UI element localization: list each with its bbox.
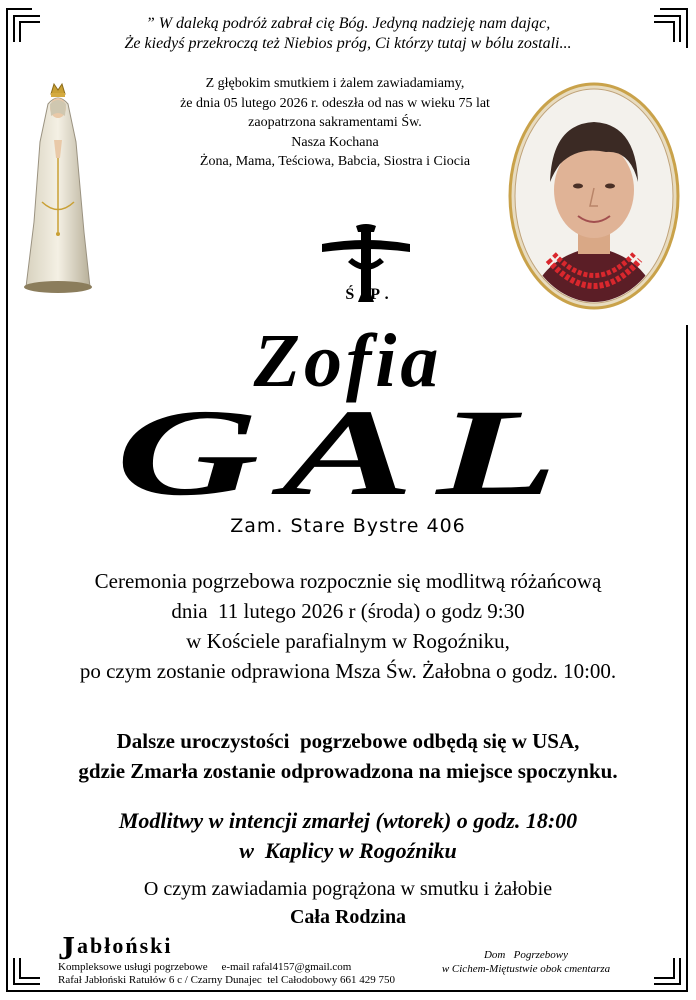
brand-rest: abłoński: [77, 933, 173, 958]
funeral-home-address: Rafał Jabłoński Ratułów 6 c / Czarny Dunajec tel Całodobowy 661 429 750: [58, 974, 395, 986]
ceremony-line-3: w Kościele parafialnym w Rogoźniku,: [186, 629, 510, 653]
brand-initial: J: [58, 930, 77, 967]
email-label: e-mail: [221, 961, 250, 973]
funeral-home-tagline: Kompleksowe usługi pogrzebowe: [58, 961, 208, 973]
poem-line-2: Że kiedyś przekroczą też Niebios próg, Ci którzy tutaj w bólu zostali...: [124, 35, 572, 52]
intro-line-3: zaopatrzona sakramentami Św.: [248, 115, 422, 130]
deceased-portrait-photo: [508, 82, 680, 310]
poem-quote: [0, 14, 696, 54]
deceased-address: Zam. Stare Bystre 406: [230, 515, 466, 537]
deceased-last-name: GAL: [116, 384, 580, 521]
corner-ornament-bottom-left-icon: [12, 956, 42, 986]
further-ceremonies-info: [30, 726, 666, 786]
intro-announcement: [150, 74, 520, 172]
notice-line-1: O czym zawiadamia pogrążona w smutku i żałobie: [143, 878, 553, 900]
frame-top-right-line: [660, 8, 688, 10]
deceased-first-name: Zofia: [253, 319, 443, 403]
intro-line-1: Z głębokim smutkiem i żalem zawiadamiamy,: [205, 76, 465, 91]
frame-top-left-line: [6, 8, 32, 10]
further-line-1: Dalsze uroczystości pogrzebowe odbędą się w USA,: [116, 729, 580, 753]
prayers-line-2: w Kaplicy w Rogoźniku: [239, 838, 457, 863]
intro-line-2: że dnia 05 lutego 2026 r. odeszła od nas w wieku 75 lat: [180, 95, 490, 111]
sp-label: Ś.P.: [345, 286, 395, 303]
funeral-home-contact-row: [58, 961, 418, 974]
prayers-line-1: Modlitwy w intencji zmarłej (wtorek) o godz. 18:00: [118, 808, 578, 833]
ceremony-line-1: Ceremonia pogrzebowa rozpocznie się modlitwą różańcową: [94, 569, 602, 593]
ceremony-line-4: po czym zostanie odprawiona Msza Św. Żałobna o godz. 10:00.: [79, 659, 617, 683]
funeral-home-location: [436, 948, 616, 976]
ceremony-info: [40, 566, 656, 686]
notice-family-signature: Cała Rodzina: [289, 906, 407, 928]
corner-ornament-bottom-right-icon: [652, 956, 682, 986]
email-address: rafal4157@gmail.com: [252, 961, 352, 973]
funeral-home-info: [58, 930, 418, 987]
prayers-info: [30, 806, 666, 866]
further-line-2: gdzie Zmarła zostanie odprowadzona na miejsce spoczynku.: [78, 759, 618, 783]
madonna-statue-image: [18, 82, 98, 297]
intro-line-4: Nasza Kochana: [291, 134, 379, 150]
dom-line-1: Dom Pogrzebowy: [483, 949, 569, 961]
frame-bottom-line: [6, 990, 688, 992]
ceremony-line-2: dnia 11 lutego 2026 r (środa) o godz 9:30: [171, 599, 525, 623]
intro-line-5: Żona, Mama, Teściowa, Babcia, Siostra i Ciocia: [199, 154, 471, 169]
family-notice: [0, 875, 696, 931]
poem-line-1: ” W daleką podróż zabrał cię Bóg. Jedyną nadzieję nam dając,: [145, 15, 551, 32]
dom-line-2: w Cichem-Miętustwie obok cmentarza: [441, 963, 611, 975]
